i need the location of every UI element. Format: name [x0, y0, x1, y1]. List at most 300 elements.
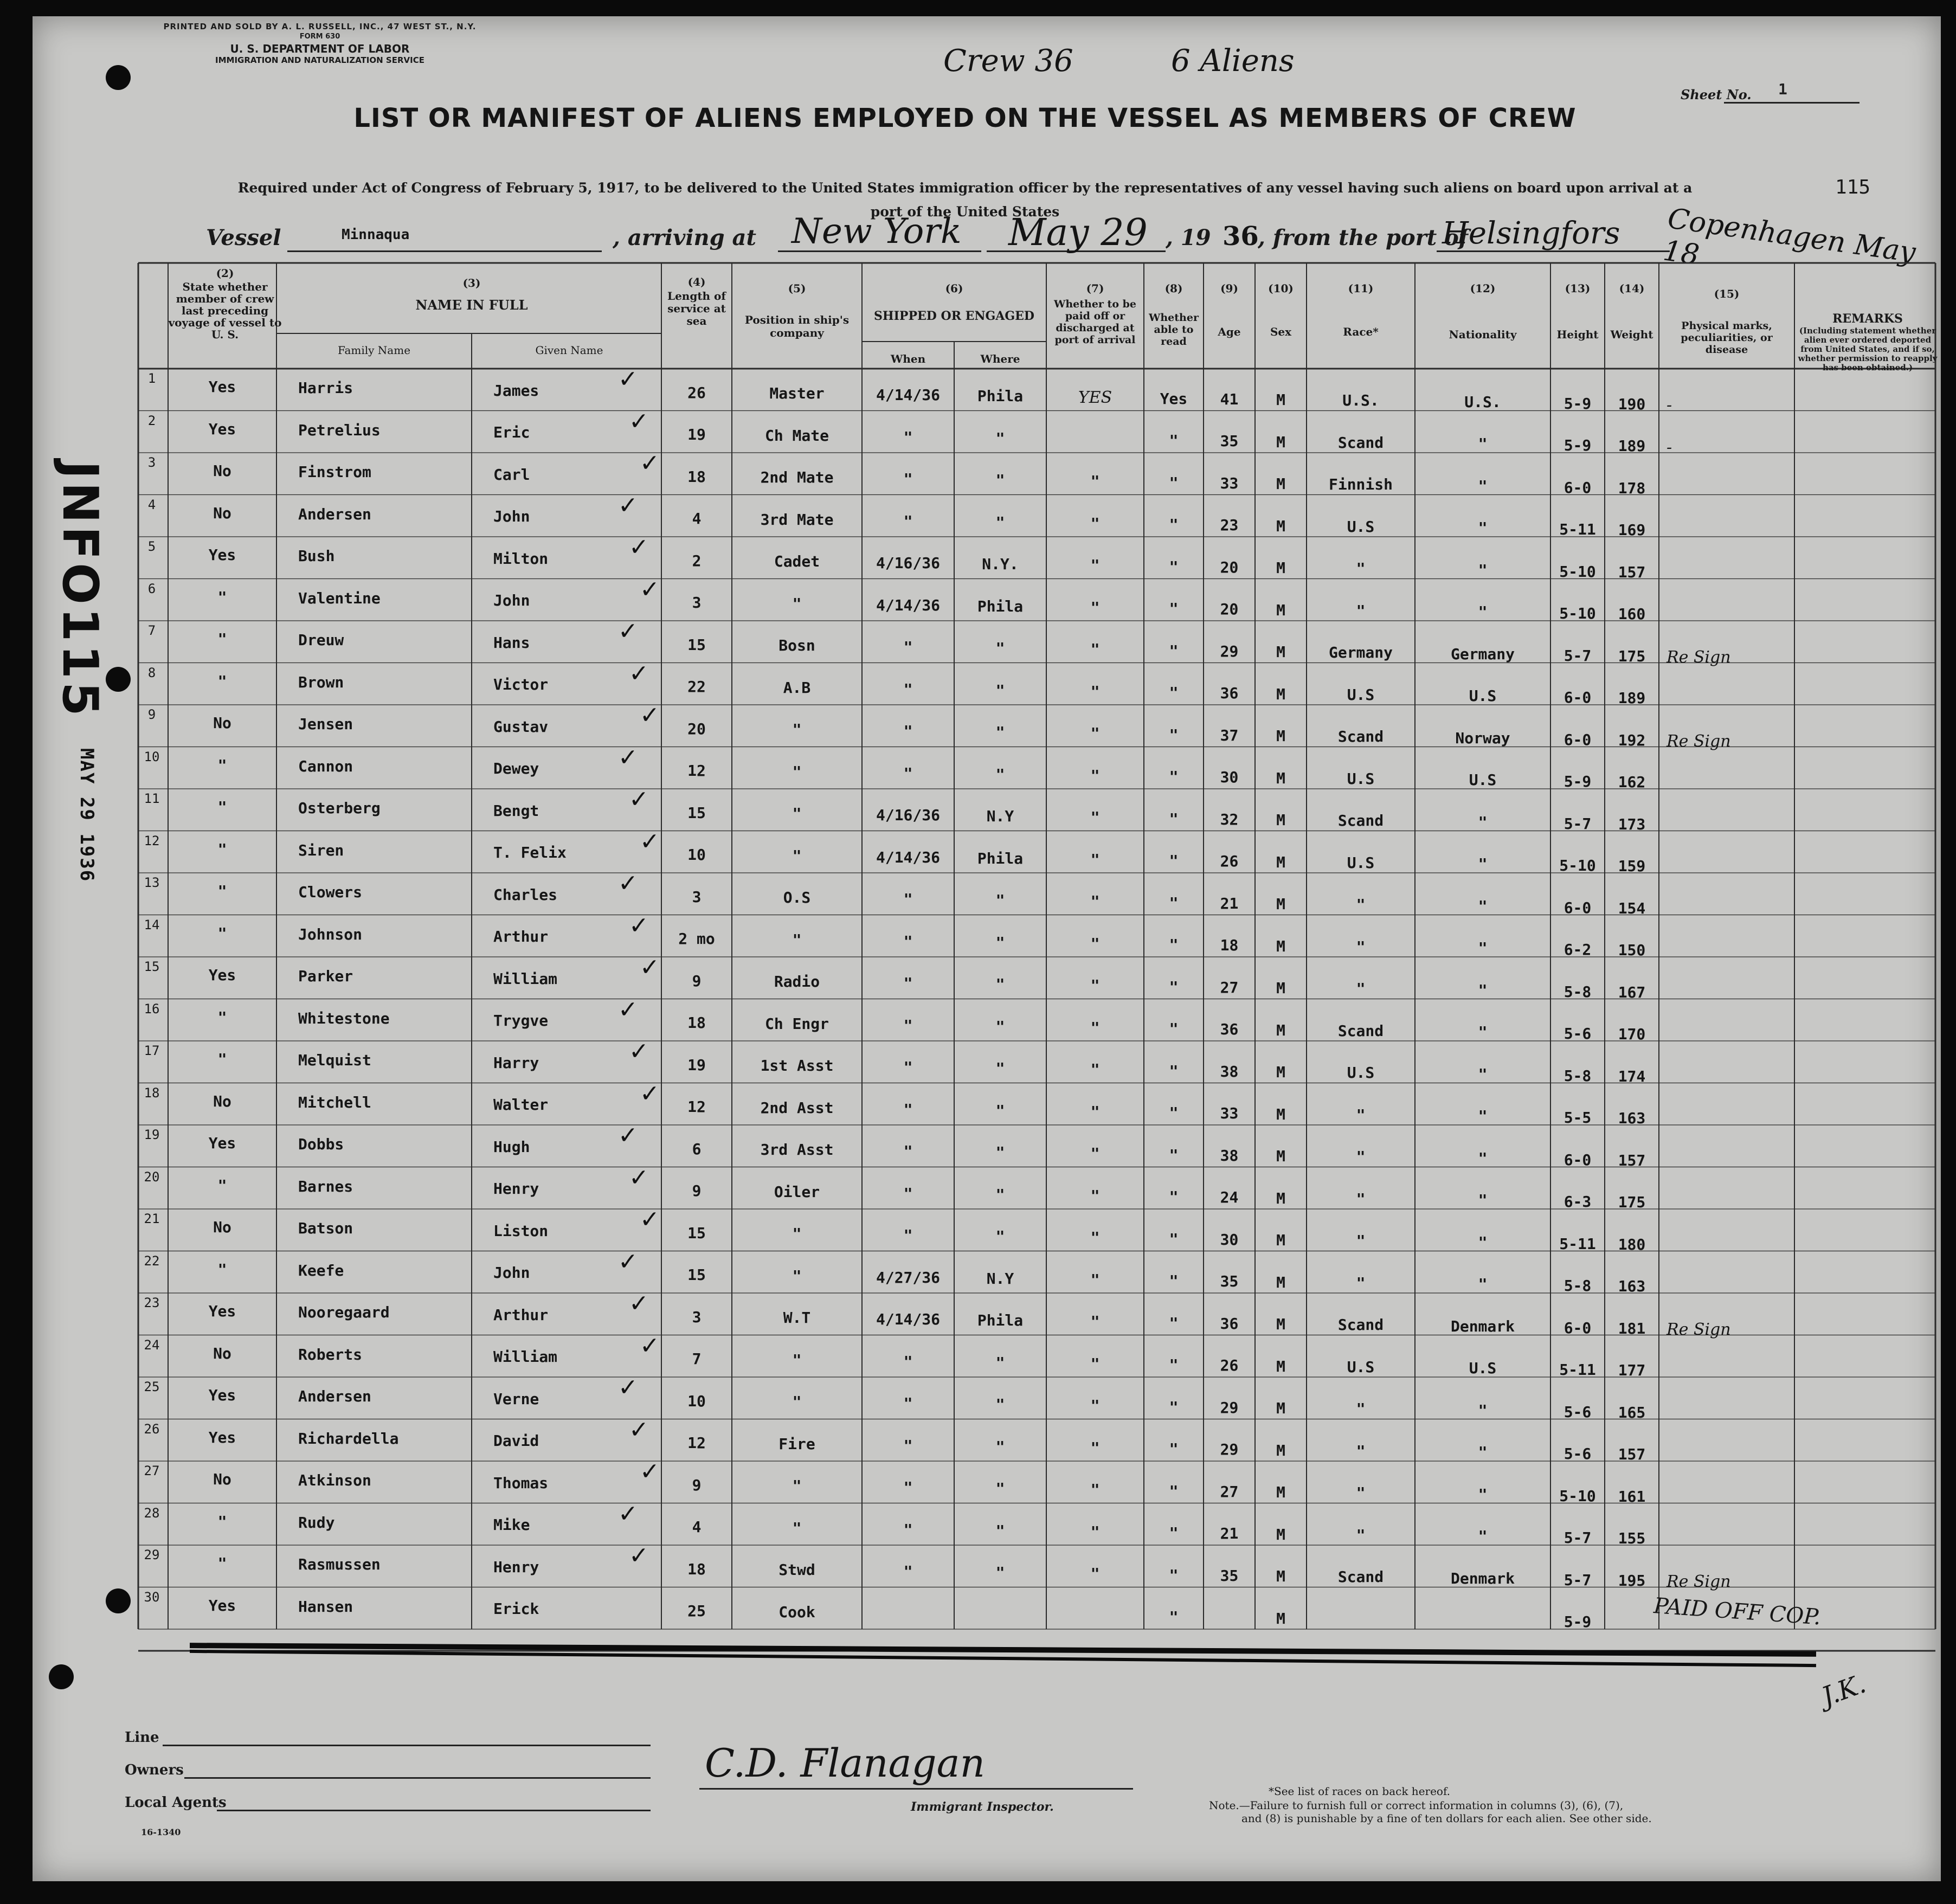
- cell-given: T. Felix: [493, 844, 567, 862]
- cell-paid: ": [1090, 1397, 1100, 1415]
- cell-position: ": [792, 721, 802, 739]
- cell-race: ": [1356, 1273, 1366, 1292]
- cell-family: Mitchell: [298, 1093, 371, 1111]
- inspector-signature: C.D. Flanagan: [705, 1740, 985, 1786]
- cell-paid: ": [1090, 1144, 1100, 1163]
- cell-where: ": [995, 1101, 1005, 1120]
- cell-given: Walter: [493, 1096, 549, 1114]
- cell-sex: M: [1276, 1357, 1285, 1375]
- cell-when: ": [903, 1562, 913, 1581]
- cell-age: 33: [1220, 1104, 1239, 1123]
- cell-height: 5-7: [1563, 814, 1592, 833]
- cell-family: Harris: [298, 379, 353, 397]
- cell-weight: 157: [1618, 563, 1646, 581]
- cell-age: 36: [1220, 684, 1239, 703]
- cell-paid: ": [1090, 850, 1100, 869]
- cell-service: 3: [692, 594, 702, 612]
- cell-height: 5-9: [1563, 436, 1592, 455]
- cell-where: N.Y.: [982, 555, 1019, 574]
- cell-given: William: [493, 1348, 558, 1366]
- cell-paid: ": [1090, 892, 1100, 911]
- cell-nat: ": [1478, 603, 1488, 621]
- cell-sex: M: [1276, 895, 1285, 914]
- col-header-6-num: (6): [945, 282, 963, 295]
- department-name: U. S. DEPARTMENT OF LABOR: [230, 42, 410, 55]
- arriving-label: , arriving at: [613, 225, 756, 250]
- row-number: 27: [144, 1463, 160, 1478]
- cell-sex: M: [1276, 1189, 1285, 1207]
- cell-sex: M: [1276, 769, 1285, 787]
- col-header-10: Sex: [1270, 325, 1292, 338]
- cell-prev: Yes: [208, 1386, 236, 1404]
- cell-paid: YES: [1078, 388, 1112, 408]
- cell-nat: ": [1478, 855, 1488, 873]
- cell-age: 30: [1220, 1230, 1239, 1249]
- cell-nat: ": [1478, 477, 1488, 495]
- cell-height: 5-11: [1559, 1234, 1596, 1253]
- cell-where: ": [995, 513, 1005, 531]
- cell-read: ": [1169, 1230, 1179, 1248]
- manifest-sheet: [33, 16, 1941, 1881]
- cell-paid: ": [1090, 724, 1100, 743]
- cell-given: Gustav: [493, 717, 549, 736]
- cell-family: Richardella: [298, 1429, 399, 1448]
- cell-age: 29: [1220, 1440, 1239, 1459]
- cell-family: Johnson: [298, 925, 363, 943]
- cell-race: U.S.: [1342, 391, 1379, 410]
- cell-paid: ": [1090, 1565, 1100, 1583]
- cell-family: Bush: [298, 547, 335, 565]
- cell-age: 33: [1220, 474, 1239, 492]
- cell-sex: M: [1276, 1063, 1285, 1082]
- cell-sex: M: [1276, 391, 1285, 409]
- cell-service: 18: [687, 1014, 706, 1032]
- cell-sex: M: [1276, 1105, 1285, 1123]
- cell-nat: ": [1478, 1275, 1488, 1294]
- cell-position: Bosn: [778, 636, 815, 655]
- cell-height: 5-7: [1563, 1529, 1592, 1547]
- cell-sex: M: [1276, 1441, 1285, 1459]
- row-number: 24: [144, 1337, 160, 1353]
- cell-age: 36: [1220, 1314, 1239, 1333]
- cell-prev: Yes: [208, 420, 236, 438]
- cell-family: Rudy: [298, 1513, 335, 1532]
- check-mark-icon: ✓: [629, 786, 649, 813]
- cell-when: ": [903, 1142, 913, 1161]
- cell-race: Scand: [1337, 1568, 1384, 1586]
- cell-read: ": [1169, 852, 1179, 870]
- cell-sex: M: [1276, 853, 1285, 871]
- cell-service: 15: [687, 1224, 706, 1242]
- cell-family: Whitestone: [298, 1009, 390, 1027]
- row-number: 19: [144, 1127, 160, 1142]
- cell-position: ": [792, 594, 802, 613]
- cell-when: 4/14/36: [876, 1310, 940, 1329]
- check-mark-icon: ✓: [618, 1374, 638, 1401]
- cell-marks: Re Sign: [1667, 1320, 1731, 1339]
- cell-read: ": [1169, 1356, 1179, 1374]
- cell-service: 12: [687, 1434, 706, 1452]
- cell-age: 35: [1220, 432, 1239, 451]
- cell-where: ": [995, 933, 1005, 951]
- cell-prev: ": [217, 630, 227, 648]
- row-number: 1: [147, 371, 156, 386]
- cell-where: ": [995, 639, 1005, 658]
- cell-family: Roberts: [298, 1345, 363, 1363]
- cell-weight: 165: [1618, 1403, 1646, 1421]
- cell-position: 3rd Mate: [760, 510, 834, 529]
- cell-nat: Denmark: [1450, 1317, 1515, 1335]
- check-mark-icon: ✓: [629, 407, 649, 435]
- cell-weight: 159: [1618, 857, 1646, 876]
- col-header-13: Height: [1556, 328, 1599, 341]
- cell-age: 29: [1220, 642, 1239, 660]
- cell-height: 6-0: [1563, 478, 1592, 497]
- cell-family: Clowers: [298, 883, 363, 902]
- cell-height: 5-10: [1559, 562, 1596, 581]
- cell-where: ": [995, 1143, 1005, 1162]
- cell-race: U.S: [1347, 853, 1375, 872]
- cell-service: 26: [687, 383, 706, 402]
- cell-family: Nooregaard: [298, 1303, 390, 1322]
- sheet-label: Sheet No.: [1681, 87, 1752, 102]
- cell-service: 2: [692, 551, 702, 570]
- cell-prev: Yes: [208, 1428, 236, 1446]
- cell-service: 18: [687, 1560, 706, 1578]
- cell-sex: M: [1276, 1231, 1285, 1250]
- cell-paid: ": [1090, 682, 1100, 700]
- year-suffix: 36: [1222, 221, 1259, 252]
- cell-height: 6-2: [1563, 941, 1592, 959]
- cell-nat: ": [1478, 1485, 1488, 1503]
- row-number: 7: [147, 623, 156, 638]
- cell-sex: M: [1276, 727, 1285, 745]
- form-code: 16-1340: [141, 1827, 181, 1837]
- cell-family: Osterberg: [298, 799, 381, 818]
- cell-when: ": [903, 890, 913, 909]
- cell-weight: 154: [1618, 899, 1646, 917]
- cell-given: Arthur: [493, 1305, 549, 1324]
- cell-height: 5-8: [1563, 1277, 1592, 1295]
- cell-where: ": [995, 681, 1005, 699]
- cell-age: 27: [1220, 978, 1239, 996]
- check-mark-icon: ✓: [640, 575, 660, 603]
- cell-where: ": [995, 1017, 1005, 1035]
- cell-given: Hans: [493, 633, 530, 652]
- col-header-11: Race*: [1343, 325, 1379, 338]
- cell-service: 4: [692, 1518, 702, 1536]
- cell-prev: ": [217, 882, 227, 900]
- cell-prev: ": [217, 672, 227, 690]
- cell-paid: ": [1090, 1018, 1100, 1037]
- cell-prev: ": [217, 1008, 227, 1026]
- cell-read: ": [1169, 1524, 1179, 1542]
- cell-family: Dobbs: [298, 1135, 344, 1154]
- cell-prev: ": [217, 756, 227, 774]
- col-header-15-num: (15): [1714, 287, 1740, 300]
- check-mark-icon: ✓: [618, 1500, 638, 1528]
- cell-race: ": [1356, 980, 1366, 998]
- cell-age: 27: [1220, 1482, 1239, 1501]
- cell-given: Carl: [493, 465, 530, 484]
- check-mark-icon: ✓: [618, 995, 638, 1024]
- cell-prev: Yes: [208, 1596, 236, 1614]
- cell-age: 38: [1220, 1146, 1239, 1165]
- cell-when: ": [903, 1394, 913, 1413]
- cell-given: Liston: [493, 1221, 549, 1240]
- row-number: 13: [144, 875, 160, 890]
- cell-where: ": [995, 1437, 1005, 1456]
- cell-when: ": [903, 974, 913, 993]
- cell-when: ": [903, 1520, 913, 1539]
- cell-weight: 161: [1618, 1487, 1646, 1506]
- cell-position: Cadet: [774, 552, 820, 571]
- cell-prev: ": [217, 1176, 227, 1194]
- cell-given: John: [493, 507, 530, 526]
- cell-age: 18: [1220, 936, 1239, 955]
- cell-where: Phila: [977, 387, 1024, 406]
- cell-where: N.Y: [986, 1269, 1014, 1288]
- row-number: 29: [144, 1547, 160, 1562]
- cell-read: ": [1169, 557, 1179, 576]
- cell-sex: M: [1276, 1021, 1285, 1039]
- cell-race: U.S: [1347, 1358, 1375, 1376]
- cell-prev: ": [217, 1050, 227, 1068]
- cell-read: ": [1169, 1020, 1179, 1038]
- cell-family: Batson: [298, 1219, 353, 1238]
- col-header-6a: When: [890, 352, 926, 365]
- via-note: Copenhagen May 18: [1661, 202, 1918, 272]
- cell-service: 2 mo: [678, 930, 715, 948]
- cell-nat: ": [1478, 1107, 1488, 1125]
- row-number: 5: [147, 539, 156, 554]
- cell-height: 5-8: [1563, 982, 1592, 1001]
- col-header-7: Whether to be paid off or discharged at port of arrival: [1054, 298, 1136, 346]
- cell-weight: 160: [1618, 605, 1646, 623]
- cell-prev: No: [213, 714, 231, 732]
- vessel-name: Minnaqua: [342, 227, 410, 243]
- cell-family: Parker: [298, 967, 353, 986]
- cell-when: ": [903, 638, 913, 657]
- cell-nat: ": [1478, 939, 1488, 957]
- cell-given: Henry: [493, 1558, 539, 1576]
- cell-nat: ": [1478, 435, 1488, 453]
- cell-height: 5-6: [1563, 1445, 1592, 1463]
- check-mark-icon: ✓: [640, 449, 660, 477]
- cell-when: 4/14/36: [876, 848, 940, 866]
- cell-read: ": [1169, 809, 1179, 828]
- row-number: 12: [144, 833, 160, 848]
- cell-when: ": [903, 932, 913, 950]
- check-mark-icon: ✓: [618, 491, 638, 519]
- cell-race: U.S: [1347, 1064, 1375, 1082]
- cell-age: 20: [1220, 600, 1239, 619]
- cell-service: 9: [692, 972, 702, 990]
- check-mark-icon: ✓: [629, 533, 649, 561]
- cell-height: 5-10: [1559, 1487, 1596, 1505]
- cell-read: ": [1169, 1062, 1179, 1080]
- cell-prev: ": [217, 1260, 227, 1278]
- cell-given: Bengt: [493, 801, 539, 820]
- cell-read: Yes: [1160, 389, 1188, 408]
- cell-paid: ": [1090, 1438, 1100, 1457]
- cell-marks: -: [1667, 396, 1672, 415]
- cell-service: 6: [692, 1140, 702, 1158]
- cell-nat: ": [1478, 561, 1488, 579]
- row-number: 8: [147, 665, 156, 680]
- cell-position: ": [792, 1393, 802, 1411]
- check-mark-icon: ✓: [640, 702, 660, 729]
- cell-race: Scand: [1337, 812, 1384, 830]
- cell-service: 10: [687, 1392, 706, 1410]
- cell-weight: 170: [1618, 1025, 1646, 1044]
- cell-race: U.S: [1347, 517, 1375, 536]
- cell-height: 6-0: [1563, 730, 1592, 749]
- cell-sex: M: [1276, 559, 1285, 577]
- col-header-4-num: (4): [687, 275, 706, 288]
- cell-position: Stwd: [778, 1561, 815, 1579]
- cell-sex: M: [1276, 937, 1285, 955]
- cell-weight: 169: [1618, 521, 1646, 539]
- cell-service: 4: [692, 510, 702, 528]
- cell-race: ": [1356, 896, 1366, 914]
- col-header-2: State whether member of crew last preceding voyage of vessel to U. S.: [168, 280, 282, 341]
- cell-family: Cannon: [298, 757, 353, 775]
- cell-age: 26: [1220, 1356, 1239, 1375]
- cell-height: 5-9: [1563, 1613, 1592, 1631]
- cell-sex: M: [1276, 643, 1285, 661]
- cell-paid: ": [1090, 1354, 1100, 1373]
- cell-position: A.B: [783, 678, 811, 697]
- cell-nat: ": [1478, 1401, 1488, 1419]
- cell-weight: 174: [1618, 1067, 1646, 1085]
- cell-given: Henry: [493, 1180, 539, 1198]
- cell-service: 20: [687, 719, 706, 738]
- cell-paid: ": [1090, 1522, 1100, 1541]
- cell-sex: M: [1276, 475, 1285, 493]
- row-number: 11: [144, 791, 160, 806]
- cell-sex: M: [1276, 1147, 1285, 1166]
- cell-read: ": [1169, 1608, 1179, 1626]
- cell-weight: 157: [1618, 1445, 1646, 1464]
- cell-position: ": [792, 1225, 802, 1243]
- cell-nat: ": [1478, 1233, 1488, 1251]
- row-number: 20: [144, 1169, 160, 1185]
- cell-service: 3: [692, 1308, 702, 1326]
- cell-race: U.S: [1347, 769, 1375, 788]
- cell-service: 25: [687, 1602, 706, 1620]
- cell-service: 9: [692, 1476, 702, 1494]
- cell-where: N.Y: [986, 807, 1014, 826]
- check-mark-icon: ✓: [629, 1038, 649, 1065]
- row-number: 22: [144, 1253, 160, 1269]
- cell-height: 6-0: [1563, 898, 1592, 917]
- check-mark-icon: ✓: [640, 1206, 660, 1233]
- cell-sex: M: [1276, 1273, 1285, 1291]
- col-header-8-num: (8): [1164, 282, 1183, 295]
- col-header-3-num: (3): [462, 276, 481, 290]
- check-mark-icon: ✓: [618, 617, 638, 645]
- cell-read: ": [1169, 768, 1179, 786]
- cell-height: 5-10: [1559, 857, 1596, 875]
- alien-note: 6 Aliens: [1171, 43, 1295, 79]
- cell-height: 5-6: [1563, 1403, 1592, 1421]
- cell-sex: M: [1276, 517, 1285, 535]
- check-mark-icon: ✓: [629, 1542, 649, 1569]
- cell-sex: M: [1276, 811, 1285, 829]
- cell-nat: ": [1478, 1191, 1488, 1210]
- page-title: LIST OR MANIFEST OF ALIENS EMPLOYED ON THE VESSEL AS MEMBERS OF CREW: [353, 103, 1577, 133]
- cell-race: ": [1356, 1526, 1366, 1544]
- check-mark-icon: ✓: [629, 659, 649, 687]
- cell-height: 5-11: [1559, 520, 1596, 539]
- cell-family: Andersen: [298, 1387, 371, 1406]
- cell-sex: M: [1276, 1525, 1285, 1543]
- cell-given: Trygve: [493, 1012, 549, 1030]
- cell-race: ": [1356, 559, 1366, 578]
- cell-where: ": [995, 1227, 1005, 1246]
- cell-where: ": [995, 1521, 1005, 1540]
- cell-position: Master: [769, 384, 825, 403]
- initials: J.K.: [1817, 1668, 1870, 1713]
- cell-read: ": [1169, 516, 1179, 534]
- col-header-3a: Family Name: [337, 344, 411, 357]
- cell-position: Fire: [778, 1435, 815, 1453]
- cell-prev: No: [213, 504, 231, 522]
- cell-age: 26: [1220, 852, 1239, 871]
- crew-note: Crew 36: [943, 43, 1073, 79]
- cell-service: 15: [687, 803, 706, 822]
- cell-read: ": [1169, 473, 1179, 492]
- cell-nat: ": [1478, 813, 1488, 831]
- cell-where: Phila: [977, 849, 1024, 867]
- cell-nat: ": [1478, 1149, 1488, 1167]
- row-number: 6: [147, 581, 156, 596]
- cell-paid: ": [1090, 976, 1100, 995]
- cell-age: 32: [1220, 810, 1239, 828]
- cell-where: ": [995, 891, 1005, 910]
- cell-weight: 195: [1618, 1571, 1646, 1590]
- cell-where: ": [995, 1480, 1005, 1498]
- cell-given: Harry: [493, 1053, 539, 1072]
- cell-weight: 192: [1618, 731, 1646, 749]
- col-header-12: Nationality: [1449, 328, 1517, 341]
- check-mark-icon: ✓: [640, 827, 660, 855]
- cell-age: 36: [1220, 1020, 1239, 1039]
- service-name: IMMIGRATION AND NATURALIZATION SERVICE: [215, 55, 424, 65]
- cell-prev: No: [213, 1092, 231, 1110]
- cell-where: ": [995, 975, 1005, 994]
- row-number: 17: [144, 1043, 160, 1058]
- check-mark-icon: ✓: [640, 1079, 660, 1108]
- cell-given: Eric: [493, 423, 530, 442]
- cell-given: Arthur: [493, 928, 549, 946]
- row-number: 14: [144, 917, 160, 932]
- cell-race: Germany: [1328, 644, 1393, 662]
- cell-nat: ": [1478, 1023, 1488, 1041]
- check-mark-icon: ✓: [640, 1458, 660, 1485]
- cell-given: William: [493, 969, 558, 988]
- cell-weight: 180: [1618, 1235, 1646, 1253]
- cell-family: Petrelius: [298, 421, 381, 439]
- cell-weight: 178: [1618, 479, 1646, 497]
- failure-note-2: and (8) is punishable by a fine of ten dollars for each alien. See other side.: [1241, 1812, 1652, 1825]
- cell-prev: ": [217, 924, 227, 942]
- cell-where: ": [995, 1185, 1005, 1204]
- cell-paid: ": [1090, 1060, 1100, 1079]
- cell-when: 4/16/36: [876, 806, 940, 825]
- cell-age: 37: [1220, 726, 1239, 744]
